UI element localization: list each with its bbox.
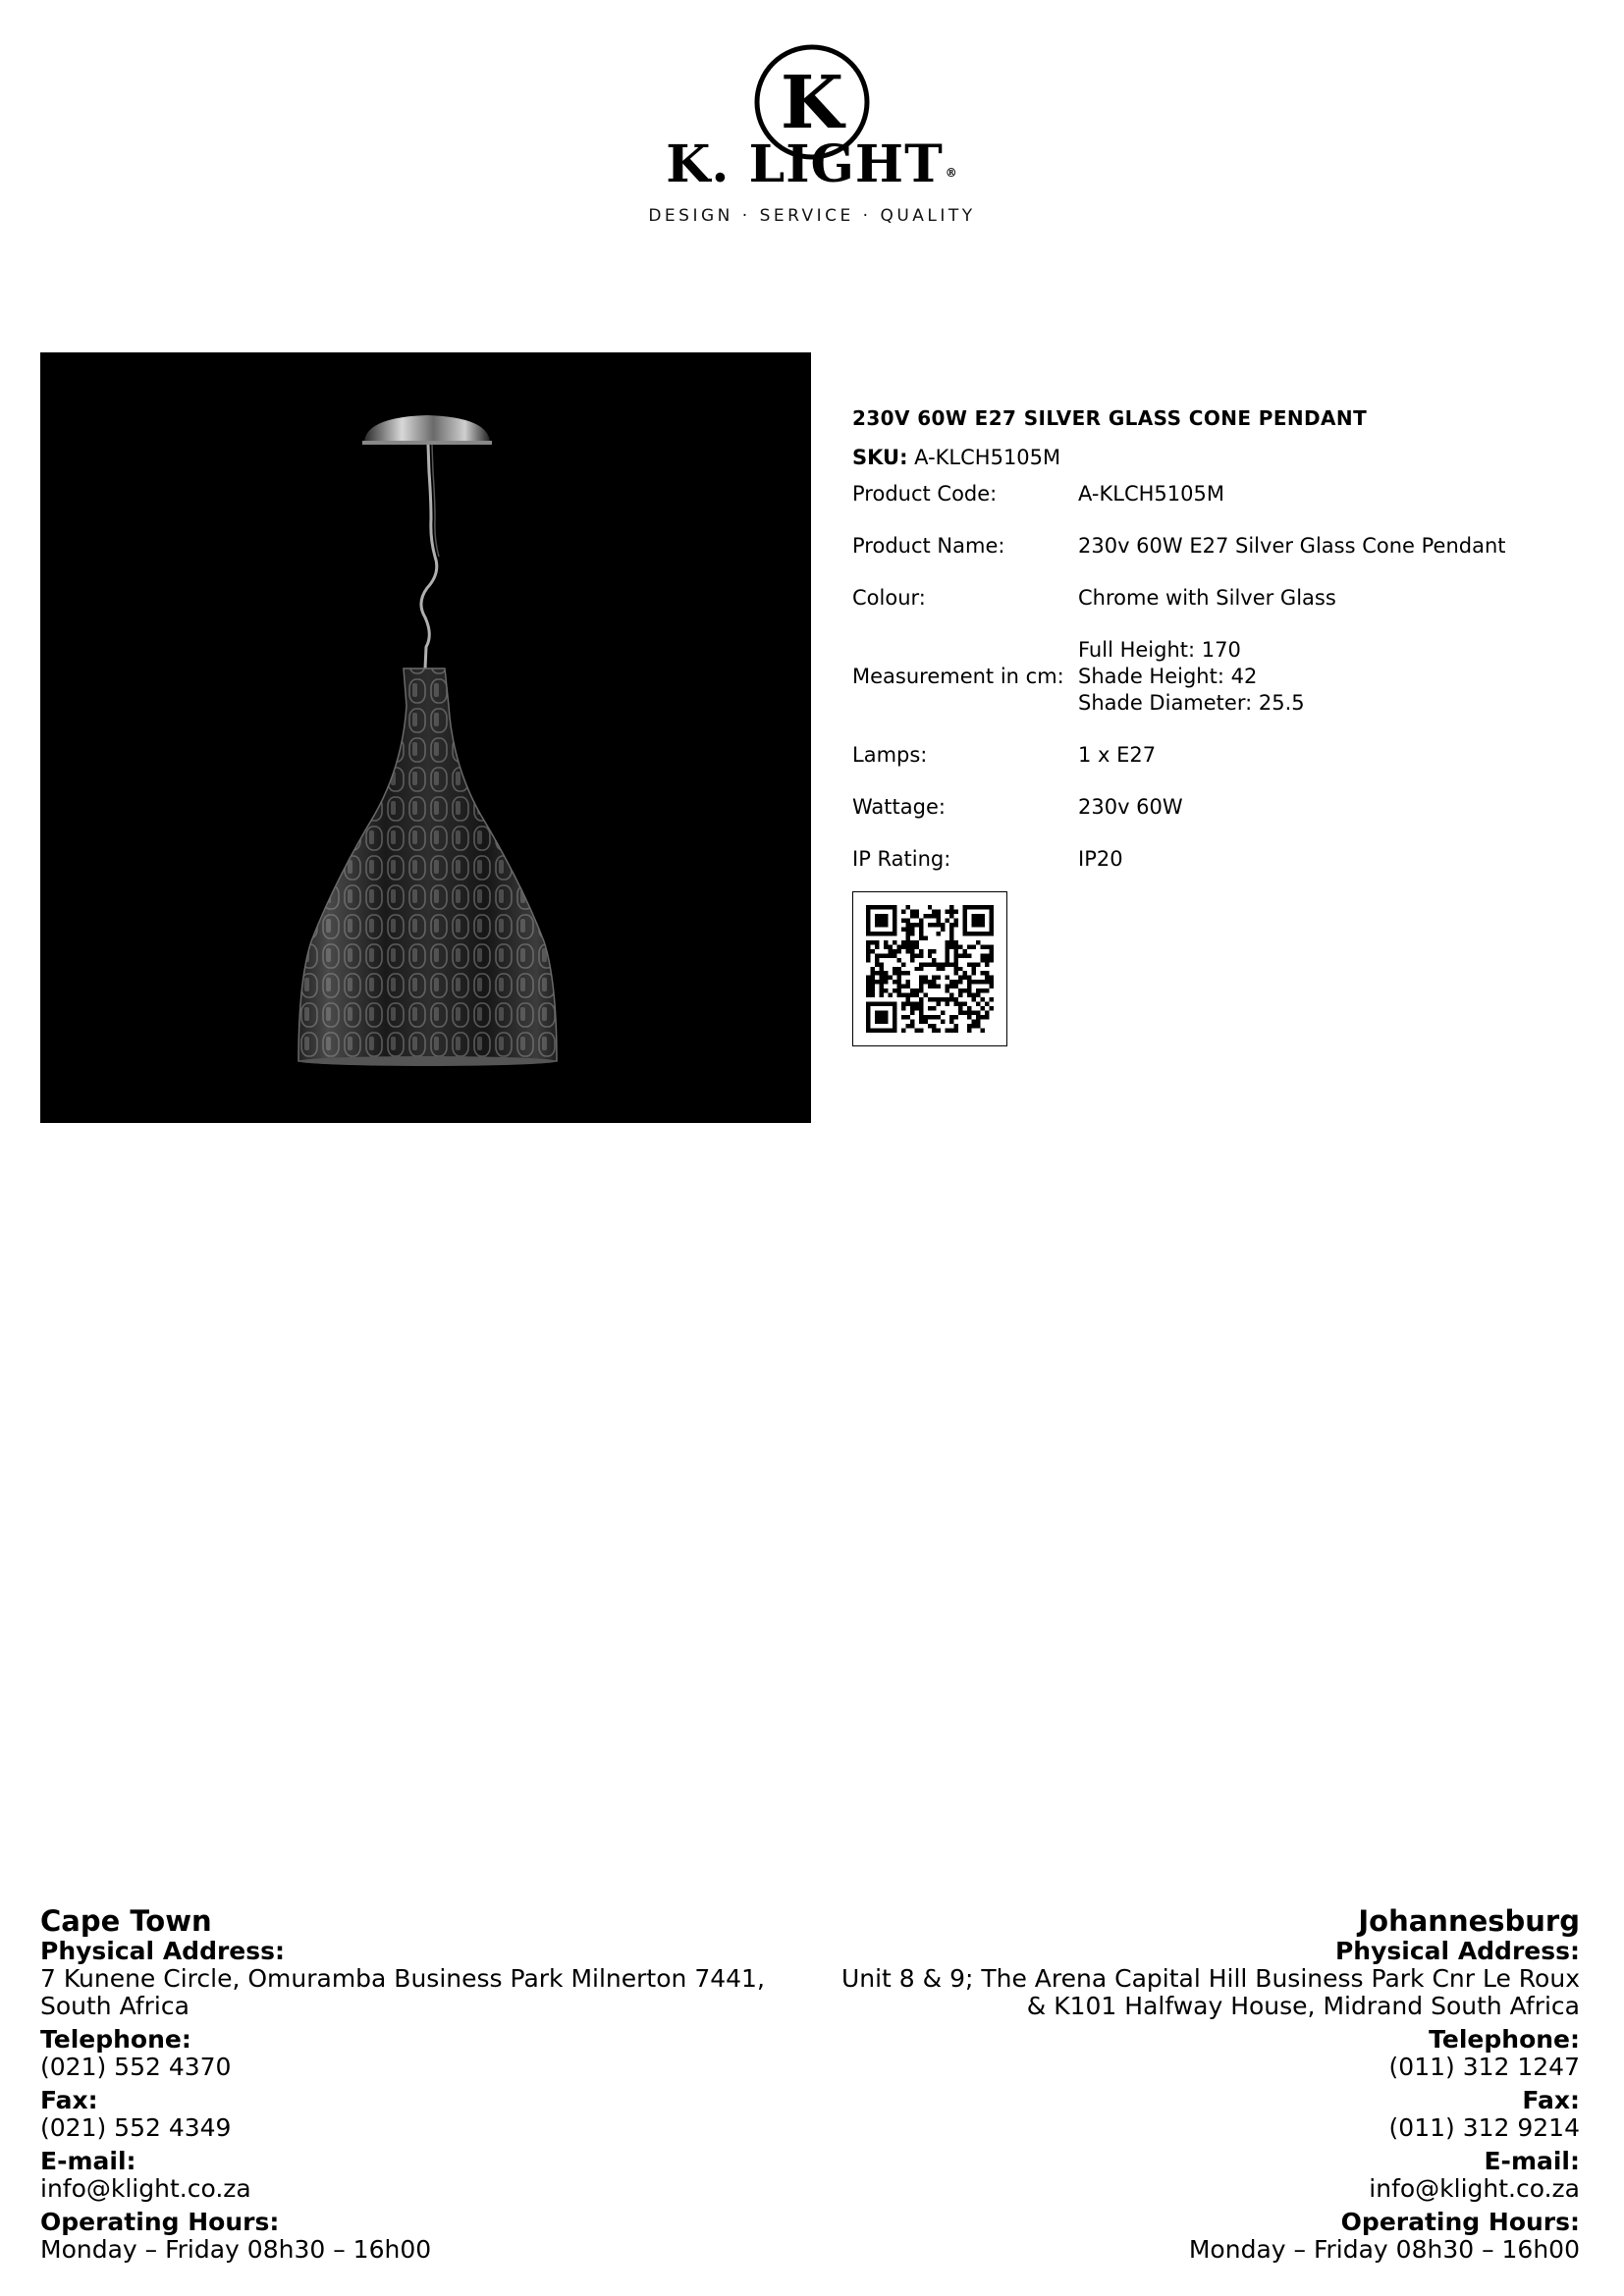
office-cape-town: [40, 1904, 826, 2264]
spec-value-line: A-KLCH5105M: [1078, 482, 1224, 506]
spec-label: Measurement in cm:: [852, 665, 1064, 688]
spec-value-line: IP20: [1078, 847, 1123, 871]
fax-label: Fax:: [40, 2086, 98, 2114]
spec-label: Colour:: [852, 586, 926, 610]
brand-name: [0, 135, 1624, 194]
spec-label: Wattage:: [852, 795, 946, 819]
sku-value: A-KLCH5105M: [914, 446, 1061, 469]
qr-code[interactable]: [852, 891, 1007, 1046]
spec-value: [1078, 742, 1598, 769]
product-title: 230V 60W E27 SILVER GLASS CONE PENDANT: [852, 406, 1368, 430]
hours-label: Operating Hours:: [40, 2208, 280, 2236]
spec-value: [1078, 533, 1598, 560]
spec-row-product-name: [852, 533, 1598, 560]
fax-value: (021) 552 4349: [40, 2113, 232, 2142]
spec-value: [1078, 846, 1598, 873]
spec-value-line: 1 x E27: [1078, 743, 1157, 767]
spec-value-line: Chrome with Silver Glass: [1078, 586, 1336, 610]
spec-value: [1078, 794, 1598, 821]
tagline: DESIGN · SERVICE · QUALITY: [648, 206, 976, 226]
spec-label: IP Rating:: [852, 847, 951, 871]
product-details: [852, 404, 1598, 898]
pendant-lamp-illustration: [40, 352, 811, 1123]
spec-row-ip-rating: [852, 846, 1598, 873]
spec-value-line: 230v 60W E27 Silver Glass Cone Pendant: [1078, 534, 1506, 558]
address-line: Unit 8 & 9; The Arena Capital Hill Business Park Cnr Le Roux: [840, 1964, 1580, 1993]
address-line: South Africa: [40, 1992, 189, 2020]
telephone-label: Telephone:: [1429, 2025, 1580, 2054]
spec-label: Product Name:: [852, 534, 1005, 558]
address-line: & K101 Halfway House, Midrand South Africa: [1026, 1992, 1580, 2020]
spec-value-line: Shade Diameter: 25.5: [1078, 691, 1305, 715]
address-line: 7 Kunene Circle, Omuramba Business Park Milnerton 7441,: [40, 1964, 765, 1993]
spec-label: Product Code:: [852, 482, 998, 506]
spec-row-colour: [852, 585, 1598, 612]
product-image: [40, 352, 811, 1123]
telephone-value[interactable]: (021) 552 4370: [40, 2053, 232, 2081]
spec-value: [1078, 637, 1598, 717]
spec-row-wattage: [852, 794, 1598, 821]
sku-line: [852, 444, 1598, 471]
fax-label: Fax:: [1522, 2086, 1580, 2114]
office-city: Johannesburg: [1358, 1904, 1580, 1938]
spec-label: Lamps:: [852, 743, 928, 767]
telephone-label: Telephone:: [40, 2025, 191, 2054]
sku-label: SKU:: [852, 446, 908, 469]
spec-row-product-code: [852, 481, 1598, 507]
address-label: Physical Address:: [40, 1937, 286, 1965]
spec-value-line: Shade Height: 42: [1078, 665, 1258, 688]
spec-value: [1078, 585, 1598, 612]
spec-value: [1078, 481, 1598, 507]
brand-name-text: K. LIGHT: [666, 134, 944, 194]
office-johannesburg: [794, 1904, 1580, 2264]
hours-label: Operating Hours:: [1340, 2208, 1580, 2236]
office-city: Cape Town: [40, 1904, 212, 1938]
logo-letter: K: [780, 61, 844, 145]
address-label: Physical Address:: [1334, 1937, 1580, 1965]
registered-mark: ®: [945, 166, 958, 180]
email-label: E-mail:: [40, 2147, 136, 2175]
email-label: E-mail:: [1484, 2147, 1580, 2175]
spec-value-line: 230v 60W: [1078, 795, 1183, 819]
email-link[interactable]: info@klight.co.za: [1369, 2174, 1580, 2203]
spec-value-line: Full Height: 170: [1078, 638, 1241, 662]
telephone-value[interactable]: (011) 312 1247: [1388, 2053, 1580, 2081]
spec-row-measurement: [852, 637, 1598, 717]
spec-row-lamps: [852, 742, 1598, 769]
hours-value: Monday – Friday 08h30 – 16h00: [40, 2235, 432, 2264]
qr-code-icon: [866, 905, 994, 1033]
fax-value: (011) 312 9214: [1388, 2113, 1580, 2142]
hours-value: Monday – Friday 08h30 – 16h00: [1188, 2235, 1580, 2264]
email-link[interactable]: info@klight.co.za: [40, 2174, 251, 2203]
